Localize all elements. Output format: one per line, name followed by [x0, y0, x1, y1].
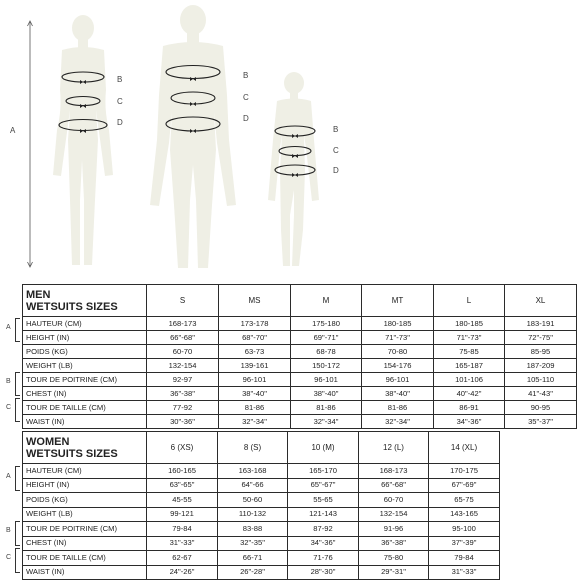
- cell: 67"-69": [429, 478, 500, 493]
- man-silhouette: [150, 5, 236, 268]
- men-bracket-letter-a: A: [6, 324, 11, 331]
- men-size-table: [22, 284, 577, 429]
- cell: 150-172: [291, 359, 362, 373]
- cell: 40"-42": [434, 387, 505, 401]
- row-label: POIDS (KG): [23, 345, 147, 359]
- women-bracket-letter-b: B: [6, 527, 11, 534]
- table-row: [23, 536, 500, 551]
- cell: 60-70: [359, 493, 429, 508]
- cell: 55-65: [288, 493, 359, 508]
- cell: 71-76: [288, 551, 359, 566]
- cell: 66"-68": [147, 331, 219, 345]
- row-label: HAUTEUR (CM): [23, 464, 147, 479]
- cell: 63"-65": [147, 478, 218, 493]
- cell: 83-88: [218, 522, 288, 537]
- cell: 92-97: [147, 373, 219, 387]
- cell: 68-78: [291, 345, 362, 359]
- row-label: POIDS (KG): [23, 493, 147, 508]
- women-table-title: [23, 432, 147, 464]
- cell: 77-92: [147, 401, 219, 415]
- cell: 183-191: [505, 317, 577, 331]
- cell: 139-161: [219, 359, 291, 373]
- cell: 32"-35": [218, 536, 288, 551]
- row-label: HEIGHT (IN): [23, 478, 147, 493]
- cell: 66"-68": [359, 478, 429, 493]
- cell: 24"-26": [147, 565, 218, 580]
- cell: 170-175: [429, 464, 500, 479]
- table-row: [23, 373, 577, 387]
- women-title-line2: WETSUITS SIZES: [26, 447, 118, 460]
- cell: 31"-33": [147, 536, 218, 551]
- height-arrow: [28, 21, 33, 267]
- cell: 63-73: [219, 345, 291, 359]
- cell: 37"-39": [429, 536, 500, 551]
- table-row: [23, 401, 577, 415]
- cell: 96-101: [362, 373, 434, 387]
- woman-label-b: B: [117, 75, 123, 84]
- cell: 154-176: [362, 359, 434, 373]
- cell: 35"-37": [505, 415, 577, 429]
- cell: 180-185: [434, 317, 505, 331]
- men-size-l: L: [434, 285, 505, 317]
- man-label-d: D: [243, 114, 249, 123]
- women-header-row: [23, 432, 500, 464]
- row-label: WAIST (IN): [23, 415, 147, 429]
- table-row: [23, 493, 500, 508]
- table-row: [23, 317, 577, 331]
- cell: 79-84: [147, 522, 218, 537]
- cell: 29"-31": [359, 565, 429, 580]
- cell: 87-92: [288, 522, 359, 537]
- men-size-ms: MS: [219, 285, 291, 317]
- cell: 110-132: [218, 507, 288, 522]
- cell: 50-60: [218, 493, 288, 508]
- cell: 72"-75": [505, 331, 577, 345]
- cell: 180-185: [362, 317, 434, 331]
- row-label: TOUR DE POITRINE (CM): [23, 522, 147, 537]
- men-table-title: [23, 285, 147, 317]
- cell: 32"-34": [291, 415, 362, 429]
- cell: 64"-66: [218, 478, 288, 493]
- women-size-table: [22, 431, 500, 580]
- cell: 81-86: [219, 401, 291, 415]
- cell: 85-95: [505, 345, 577, 359]
- cell: 36"-38": [147, 387, 219, 401]
- cell: 96-101: [219, 373, 291, 387]
- man-label-b: B: [243, 71, 249, 80]
- cell: 81-86: [362, 401, 434, 415]
- row-label: WAIST (IN): [23, 565, 147, 580]
- cell: 187-209: [505, 359, 577, 373]
- cell: 95-100: [429, 522, 500, 537]
- cell: 71"-73": [434, 331, 505, 345]
- women-title-line1: WOMEN: [26, 435, 70, 448]
- women-size-12: 12 (L): [359, 432, 429, 464]
- cell: 32"-34": [362, 415, 434, 429]
- cell: 32"-34": [219, 415, 291, 429]
- cell: 168-173: [147, 317, 219, 331]
- cell: 30"-36": [147, 415, 219, 429]
- row-label: CHEST (IN): [23, 387, 147, 401]
- child-label-b: B: [333, 125, 339, 134]
- row-label: TOUR DE TAILLE (CM): [23, 401, 147, 415]
- cell: 38"-40": [219, 387, 291, 401]
- table-row: [23, 387, 577, 401]
- cell: 38"-40": [362, 387, 434, 401]
- cell: 101-106: [434, 373, 505, 387]
- table-row: [23, 522, 500, 537]
- cell: 132-154: [147, 359, 219, 373]
- height-axis-letter: A: [10, 126, 16, 135]
- women-size-6: 6 (XS): [147, 432, 218, 464]
- men-header-row: [23, 285, 577, 317]
- cell: 121-143: [288, 507, 359, 522]
- cell: 99-121: [147, 507, 218, 522]
- row-label: CHEST (IN): [23, 536, 147, 551]
- child-label-c: C: [333, 146, 339, 155]
- cell: 71"-73": [362, 331, 434, 345]
- cell: 65-75: [429, 493, 500, 508]
- woman-label-c: C: [117, 97, 123, 106]
- cell: 34"-36": [288, 536, 359, 551]
- cell: 26"-28": [218, 565, 288, 580]
- row-label: TOUR DE POITRINE (CM): [23, 373, 147, 387]
- child-label-d: D: [333, 166, 339, 175]
- cell: 160-165: [147, 464, 218, 479]
- women-bracket-letter-a: A: [6, 473, 11, 480]
- men-bracket-letter-b: B: [6, 378, 11, 385]
- men-title-line2: WETSUITS SIZES: [26, 300, 118, 313]
- cell: 175-180: [291, 317, 362, 331]
- cell: 75-80: [359, 551, 429, 566]
- cell: 132-154: [359, 507, 429, 522]
- woman-silhouette: [53, 15, 113, 265]
- cell: 165-187: [434, 359, 505, 373]
- man-label-c: C: [243, 93, 249, 102]
- cell: 31"-33": [429, 565, 500, 580]
- table-row: [23, 464, 500, 479]
- men-size-mt: MT: [362, 285, 434, 317]
- cell: 168-173: [359, 464, 429, 479]
- table-row: [23, 415, 577, 429]
- row-label: HEIGHT (IN): [23, 331, 147, 345]
- cell: 28"-30": [288, 565, 359, 580]
- row-label: TOUR DE TAILLE (CM): [23, 551, 147, 566]
- table-row: [23, 345, 577, 359]
- cell: 79-84: [429, 551, 500, 566]
- women-size-10: 10 (M): [288, 432, 359, 464]
- cell: 81-86: [291, 401, 362, 415]
- men-size-xl: XL: [505, 285, 577, 317]
- cell: 91-96: [359, 522, 429, 537]
- cell: 143-165: [429, 507, 500, 522]
- cell: 105-110: [505, 373, 577, 387]
- cell: 86-91: [434, 401, 505, 415]
- men-title-line1: MEN: [26, 288, 51, 301]
- cell: 68"-70": [219, 331, 291, 345]
- table-row: [23, 507, 500, 522]
- men-size-m: M: [291, 285, 362, 317]
- row-label: HAUTEUR (CM): [23, 317, 147, 331]
- cell: 90-95: [505, 401, 577, 415]
- cell: 62-67: [147, 551, 218, 566]
- men-size-s: S: [147, 285, 219, 317]
- cell: 36"-38": [359, 536, 429, 551]
- cell: 66-71: [218, 551, 288, 566]
- women-bracket-letter-c: C: [6, 554, 12, 561]
- cell: 75-85: [434, 345, 505, 359]
- women-size-14: 14 (XL): [429, 432, 500, 464]
- cell: 34"-36": [434, 415, 505, 429]
- table-row: [23, 551, 500, 566]
- cell: 60-70: [147, 345, 219, 359]
- cell: 96-101: [291, 373, 362, 387]
- cell: 38"-40": [291, 387, 362, 401]
- cell: 45-55: [147, 493, 218, 508]
- cell: 69"-71": [291, 331, 362, 345]
- cell: 165-170: [288, 464, 359, 479]
- table-row: [23, 565, 500, 580]
- cell: 163-168: [218, 464, 288, 479]
- cell: 70-80: [362, 345, 434, 359]
- table-row: [23, 331, 577, 345]
- cell: 173-178: [219, 317, 291, 331]
- woman-label-d: D: [117, 118, 123, 127]
- women-size-8: 8 (S): [218, 432, 288, 464]
- row-label: WEIGHT (LB): [23, 359, 147, 373]
- row-label: WEIGHT (LB): [23, 507, 147, 522]
- table-row: [23, 359, 577, 373]
- men-bracket-letter-c: C: [6, 404, 12, 411]
- body-measurement-figure: [0, 0, 580, 272]
- table-row: [23, 478, 500, 493]
- cell: 41"-43": [505, 387, 577, 401]
- cell: 65"-67": [288, 478, 359, 493]
